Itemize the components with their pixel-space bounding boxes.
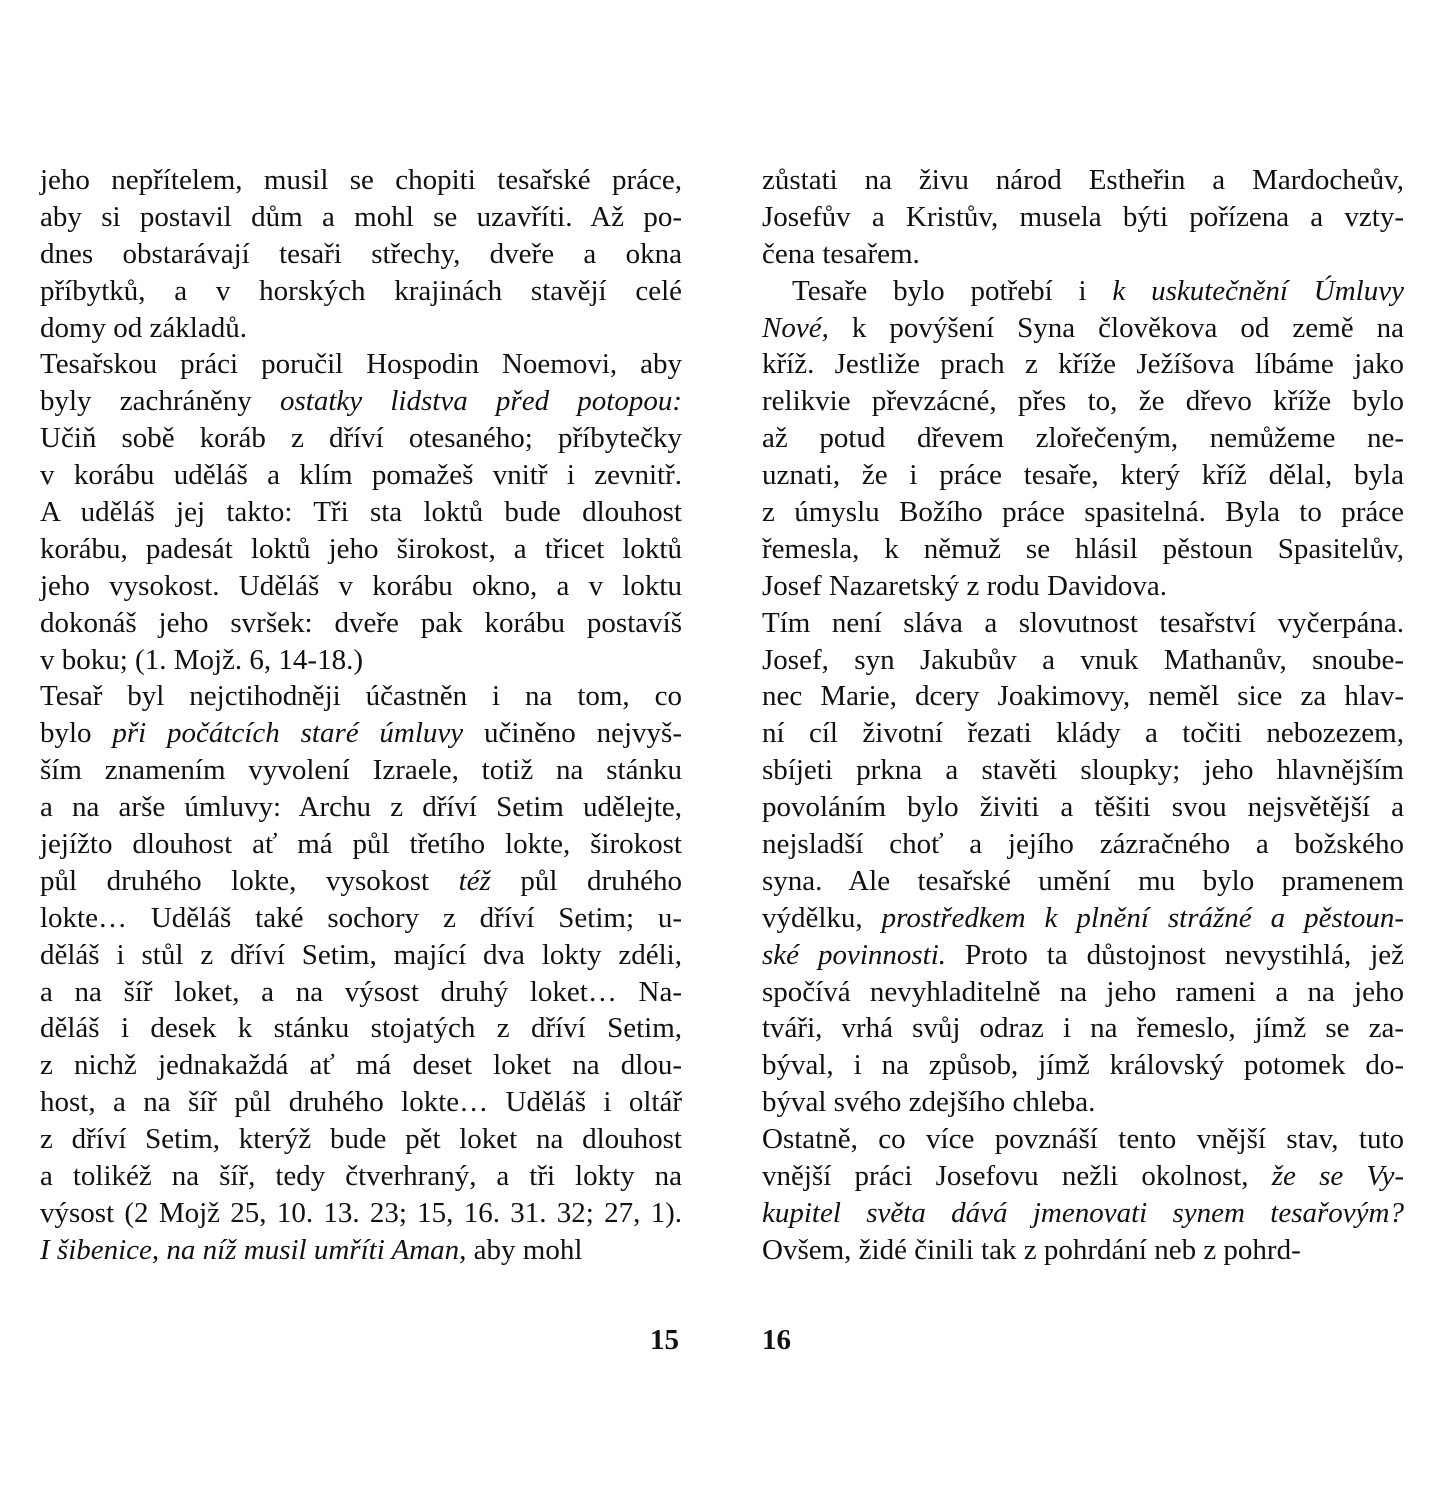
text-line [40, 826, 682, 863]
text-line [762, 383, 1404, 420]
text-line [40, 752, 682, 789]
text-line [762, 1195, 1404, 1232]
text-segment: býval, i na způsob, jímž královský potomek do- [762, 1049, 1404, 1082]
text-segment: v boku; (1. Mojž. 6, 14-18.) [40, 643, 363, 676]
text-segment: učiněno nejvyš- [463, 717, 683, 750]
text-segment: spočívá nevyhladitelně na jeho rameni a na jeho [762, 975, 1404, 1008]
text-line [40, 273, 682, 310]
italic-text-segment: při počátcích staré úmluvy [112, 717, 464, 750]
text-segment: čena tesařem. [762, 237, 920, 270]
text-line [762, 974, 1404, 1011]
text-segment: kříž. Jestliže prach z kříže Ježíšova líbáme jako [762, 348, 1404, 381]
text-line [40, 1047, 682, 1084]
text-line [762, 863, 1404, 900]
text-segment: a tolikéž na šíř, tedy čtverhraný, a tři lokty na [40, 1160, 682, 1193]
text-line [40, 974, 682, 1011]
text-segment: Tesaře bylo potřebí i [792, 274, 1113, 307]
text-segment: býval svého zdejšího chleba. [762, 1086, 1096, 1119]
text-line [40, 605, 682, 642]
text-line [40, 346, 682, 383]
text-segment: řemesla, k němuž se hlásil pěstoun Spasitelův, [762, 532, 1404, 565]
text-segment: Josef, syn Jakubův a vnuk Mathanův, snoube- [762, 643, 1404, 676]
text-segment: děláš i desek k stánku stojatých z dříví Setim, [40, 1012, 682, 1045]
text-segment: a na arše úmluvy: Archu z dříví Setim udělejte, [40, 791, 682, 824]
text-line [40, 383, 682, 420]
text-line [40, 199, 682, 236]
italic-text-segment: prostředkem k plnění strážné a pěstoun- [881, 901, 1404, 934]
text-segment: bylo [40, 717, 113, 750]
text-segment: jeho nepřítelem, musil se chopiti tesařské práce, [40, 164, 682, 196]
text-segment: Proto ta důstojnost nevystihlá, jež [946, 938, 1404, 971]
text-line [762, 568, 1404, 605]
text-segment: korábu, padesát loktů jeho širokost, a třicet loktů [40, 532, 682, 565]
text-line [762, 642, 1404, 679]
text-segment: Tím není sláva a slovutnost tesařství vyčerpána. [762, 606, 1404, 639]
text-line [40, 1084, 682, 1121]
page-number-left: 15 [650, 1324, 679, 1356]
text-segment: domy od základů. [40, 311, 247, 344]
text-segment: z úmyslu Božího práce spasitelná. Byla to práce [762, 496, 1404, 529]
left-page-text [40, 162, 682, 1269]
text-segment: relikvie převzácné, přes to, že dřevo kříže bylo [762, 385, 1404, 418]
text-line [40, 568, 682, 605]
text-segment: zůstati na živu národ Estheřin a Mardocheův, [762, 164, 1404, 196]
text-segment: z nichž jednakaždá ať má deset loket na dlou- [40, 1049, 682, 1082]
text-line [762, 199, 1404, 236]
text-segment: v korábu uděláš a klím pomažeš vnitř i zevnitř. [40, 459, 682, 492]
text-line [762, 457, 1404, 494]
text-segment: byly zachráněny [40, 385, 281, 418]
text-segment: A uděláš jej takto: Tři sta loktů bude dlouhost [40, 496, 682, 529]
text-segment: Učiň sobě koráb z dříví otesaného; příbytečky [40, 422, 682, 455]
text-line [762, 1121, 1404, 1158]
text-line [762, 1158, 1404, 1195]
italic-text-segment: Nové, [762, 311, 829, 344]
text-segment: ní cíl životní řezati klády a točiti nebozezem, [762, 717, 1404, 750]
text-line [762, 273, 1404, 310]
text-segment: Tesařskou práci poručil Hospodin Noemovi, aby [40, 348, 682, 381]
text-line [40, 1121, 682, 1158]
italic-text-segment: I šibenice, na níž musil umříti Aman, [40, 1233, 467, 1266]
text-segment: Tesař byl nejctihodněji účastněn i na tom, co [40, 680, 682, 713]
text-segment: Josefův a Kristův, musela býti pořízena a vzty- [762, 200, 1404, 233]
italic-text-segment: ské povinnosti. [762, 938, 947, 971]
text-segment: Josef Nazaretský z rodu Davidova. [762, 569, 1168, 602]
text-line [762, 715, 1404, 752]
text-line [762, 346, 1404, 383]
text-segment: uznati, že i práce tesaře, který kříž dělal, byla [762, 459, 1404, 492]
text-segment: dokonáš jeho svršek: dveře pak korábu postavíš [40, 606, 682, 639]
text-segment: vnější práci Josefovu nežli okolnost, [762, 1160, 1272, 1193]
text-segment: dnes obstarávají tesaři střechy, dveře a okna [40, 237, 682, 270]
text-segment: povoláním bylo živiti a těšiti svou nejsvětější a [762, 791, 1404, 824]
text-line [762, 605, 1404, 642]
italic-text-segment: kupitel světa dává jmenovati synem tesařovým? [762, 1196, 1404, 1229]
text-line [40, 715, 682, 752]
text-line [762, 900, 1404, 937]
text-line [762, 752, 1404, 789]
text-line [762, 236, 1404, 273]
text-segment: tváři, vrhá svůj odraz i na řemeslo, jímž se za- [762, 1012, 1404, 1045]
text-segment: Ovšem, židé činili tak z pohrdání neb z pohrd- [762, 1233, 1301, 1266]
text-segment: Ostatně, co více povznáší tento vnější stav, tuto [762, 1123, 1404, 1156]
text-line [40, 642, 682, 679]
italic-text-segment: k uskutečnění Úmluvy [1112, 274, 1404, 307]
text-line [40, 236, 682, 273]
right-page-text [762, 162, 1404, 1269]
text-line [40, 494, 682, 531]
page-number-right: 16 [762, 1324, 791, 1356]
text-segment: půl druhého [490, 864, 682, 897]
text-segment: nec Marie, dcery Joakimovy, neměl sice za hlav- [762, 680, 1404, 713]
text-line [40, 789, 682, 826]
text-line [40, 162, 682, 199]
text-line [40, 937, 682, 974]
text-segment: a na šíř loket, a na výsost druhý loket… Na- [40, 975, 682, 1008]
text-segment: aby mohl [466, 1233, 583, 1266]
text-line [40, 1232, 682, 1269]
text-line [762, 494, 1404, 531]
text-line [40, 1158, 682, 1195]
text-segment: host, a na šíř půl druhého lokte… Uděláš i oltář [40, 1086, 682, 1119]
text-segment: děláš i stůl z dříví Setim, mající dva lokty zdéli, [40, 938, 682, 971]
text-line [762, 1047, 1404, 1084]
text-segment: nejsladší choť a jejího zázračného a božského [762, 828, 1404, 861]
text-line [762, 1232, 1404, 1269]
text-line [762, 531, 1404, 568]
text-line [762, 162, 1404, 199]
text-line [762, 937, 1404, 974]
text-line [40, 420, 682, 457]
text-line [762, 826, 1404, 863]
text-segment: až potud dřevem zlořečeným, nemůžeme ne- [762, 422, 1404, 455]
text-segment: z dříví Setim, kterýž bude pět loket na dlouhost [40, 1123, 682, 1156]
text-segment: aby si postavil dům a mohl se uzavříti. Až po- [40, 200, 682, 233]
text-segment: ším znamením vyvolení Izraele, totiž na stánku [40, 754, 682, 787]
text-line [40, 1010, 682, 1047]
text-line [40, 310, 682, 347]
text-segment: jejížto dlouhost ať má půl třetího lokte, širokost [40, 828, 682, 861]
text-segment: výdělku, [762, 901, 882, 934]
text-segment: syna. Ale tesařské umění mu bylo pramenem [762, 864, 1404, 897]
text-line [40, 863, 682, 900]
text-line [40, 1195, 682, 1232]
text-line [762, 1010, 1404, 1047]
text-line [762, 420, 1404, 457]
text-line [40, 531, 682, 568]
text-segment: příbytků, a v horských krajinách stavějí celé [40, 274, 682, 307]
text-line [762, 310, 1404, 347]
italic-text-segment: ostatky lidstva před potopou: [280, 385, 683, 418]
text-line [762, 789, 1404, 826]
text-segment: půl druhého lokte, vysokost [40, 864, 459, 897]
italic-text-segment: že se Vy- [1271, 1160, 1404, 1193]
text-line [40, 457, 682, 494]
italic-text-segment: též [458, 864, 491, 897]
text-line [762, 1084, 1404, 1121]
text-line [762, 678, 1404, 715]
text-segment: lokte… Uděláš také sochory z dříví Setim; u- [40, 901, 682, 934]
text-segment: jeho vysokost. Uděláš v korábu okno, a v loktu [40, 569, 682, 602]
text-line [40, 678, 682, 715]
text-segment: k povýšení Syna člověkova od země na [828, 311, 1404, 344]
text-segment: sbíjeti prkna a stavěti sloupky; jeho hlavnějším [762, 754, 1404, 787]
text-line [40, 900, 682, 937]
text-segment: výsost (2 Mojž 25, 10. 13. 23; 15, 16. 31. 32; 27, 1). [40, 1196, 682, 1229]
